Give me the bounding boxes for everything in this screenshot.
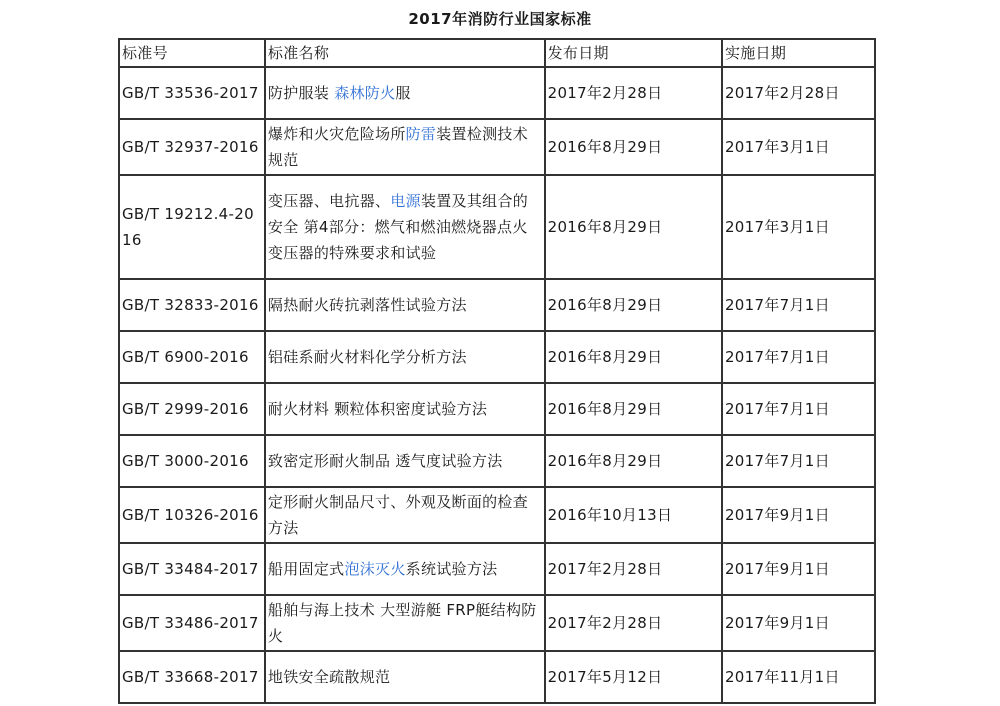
name-text: 防护服装 <box>267 84 335 102</box>
table-row <box>119 383 875 435</box>
table-row <box>119 543 875 595</box>
standard-code: GB/T 10326-2016 <box>119 487 265 543</box>
header-implement-date: 实施日期 <box>722 39 875 67</box>
table-row <box>119 175 875 279</box>
implement-date: 2017年9月1日 <box>722 543 875 595</box>
publish-date: 2016年8月29日 <box>545 175 722 279</box>
name-text: 变压器、电抗器、 <box>267 192 391 210</box>
table-row <box>119 595 875 651</box>
standard-code: GB/T 32937-2016 <box>119 119 265 175</box>
table-row <box>119 279 875 331</box>
table-row <box>119 119 875 175</box>
table-row <box>119 487 875 543</box>
standard-name: 地铁安全疏散规范 <box>265 651 545 703</box>
implement-date: 2017年9月1日 <box>722 595 875 651</box>
publish-date: 2017年2月28日 <box>545 543 722 595</box>
page-title: 2017年消防行业国家标准 <box>408 10 592 28</box>
standard-code: GB/T 33668-2017 <box>119 651 265 703</box>
standard-code: GB/T 3000-2016 <box>119 435 265 487</box>
publish-date: 2016年8月29日 <box>545 435 722 487</box>
implement-date: 2017年2月28日 <box>722 67 875 119</box>
implement-date: 2017年7月1日 <box>722 383 875 435</box>
name-text: 系统试验方法 <box>405 560 498 578</box>
header-code: 标准号 <box>119 39 265 67</box>
publish-date: 2017年2月28日 <box>545 67 722 119</box>
name-text: 装置检测技术规范 <box>267 125 529 169</box>
table-row <box>119 67 875 119</box>
table-row <box>119 435 875 487</box>
standards-table <box>118 38 876 704</box>
publish-date: 2016年8月29日 <box>545 383 722 435</box>
standard-code: GB/T 32833-2016 <box>119 279 265 331</box>
standard-code: GB/T 33536-2017 <box>119 67 265 119</box>
implement-date: 2017年7月1日 <box>722 331 875 383</box>
standard-name: 铝硅系耐火材料化学分析方法 <box>265 331 545 383</box>
publish-date: 2016年8月29日 <box>545 279 722 331</box>
standard-name: 致密定形耐火制品 透气度试验方法 <box>265 435 545 487</box>
implement-date: 2017年7月1日 <box>722 279 875 331</box>
standard-name: 定形耐火制品尺寸、外观及断面的检查方法 <box>265 487 545 543</box>
name-text: 爆炸和火灾危险场所 <box>267 125 406 143</box>
implement-date: 2017年11月1日 <box>722 651 875 703</box>
standard-code: GB/T 33486-2017 <box>119 595 265 651</box>
header-publish-date: 发布日期 <box>545 39 722 67</box>
implement-date: 2017年3月1日 <box>722 119 875 175</box>
keyword-link[interactable]: 泡沫灭火 <box>344 560 406 578</box>
header-name: 标准名称 <box>265 39 545 67</box>
standard-code: GB/T 33484-2017 <box>119 543 265 595</box>
name-text: 服 <box>395 84 411 102</box>
keyword-link[interactable]: 森林防火 <box>334 84 396 102</box>
publish-date: 2016年10月13日 <box>545 487 722 543</box>
publish-date: 2016年8月29日 <box>545 331 722 383</box>
standard-code: GB/T 19212.4-2016 <box>119 175 265 279</box>
standard-name <box>265 119 545 175</box>
standard-name <box>265 67 545 119</box>
table-row <box>119 651 875 703</box>
standard-name <box>265 175 545 279</box>
standard-code: GB/T 6900-2016 <box>119 331 265 383</box>
publish-date: 2016年8月29日 <box>545 119 722 175</box>
standard-code: GB/T 2999-2016 <box>119 383 265 435</box>
publish-date: 2017年2月28日 <box>545 595 722 651</box>
table-row <box>119 331 875 383</box>
table-header-row <box>119 39 875 67</box>
standard-name: 船舶与海上技术 大型游艇 FRP艇结构防火 <box>265 595 545 651</box>
keyword-link[interactable]: 防雷 <box>405 125 437 143</box>
name-text: 装置及其组合的安全 第4部分：燃气和燃油燃烧器点火变压器的特殊要求和试验 <box>267 192 529 262</box>
name-text: 船用固定式 <box>267 560 345 578</box>
standard-name <box>265 543 545 595</box>
implement-date: 2017年7月1日 <box>722 435 875 487</box>
implement-date: 2017年9月1日 <box>722 487 875 543</box>
publish-date: 2017年5月12日 <box>545 651 722 703</box>
standard-name: 耐火材料 颗粒体积密度试验方法 <box>265 383 545 435</box>
implement-date: 2017年3月1日 <box>722 175 875 279</box>
standard-name: 隔热耐火砖抗剥落性试验方法 <box>265 279 545 331</box>
keyword-link[interactable]: 电源 <box>390 192 421 210</box>
